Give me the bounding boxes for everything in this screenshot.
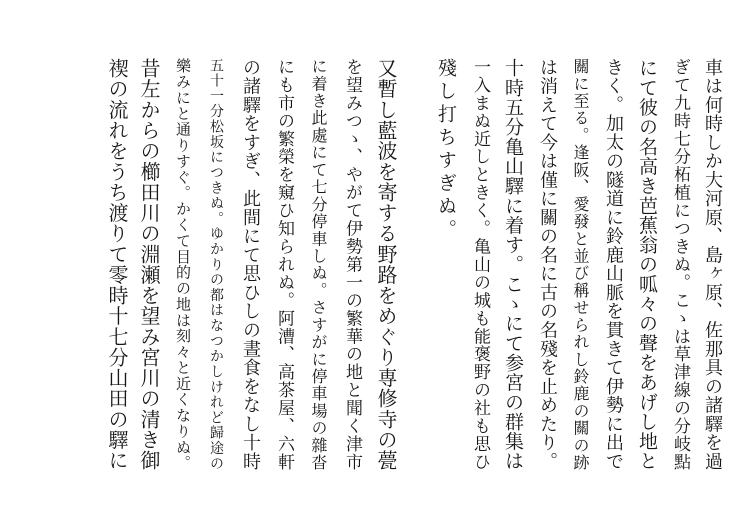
text-column: は消えて今は僅に關の名に古の名殘を止めたり。	[537, 58, 558, 470]
text-column: 樂みにと通りすぐ。かくて目的の地は刻々と近くなりぬ。	[174, 58, 192, 470]
text-column: ぎて九時七分柘植につきぬ。こゝは草津線の分岐點	[670, 58, 690, 470]
text-column: 昔左からの櫛田川の淵瀬を望み宮川の清き御	[137, 58, 161, 470]
text-column-closing: 殘し打ちすぎぬ。	[435, 58, 457, 242]
text-column: にて彼の名高き芭蕉翁の呱々の聲をあげし地と	[636, 58, 658, 470]
text-column: 又暫し藍波を寄する野路をめぐり専修寺の甍	[374, 58, 398, 470]
text-column: にも市の繁榮を窺ひ知られぬ。阿漕、高茶屋、六軒	[274, 58, 294, 470]
text-column: の諸驛をすぎ、此間にて思ひしの晝食をなし十時	[240, 58, 261, 470]
text-column: に着き此處にて七分停車しぬ。さすがに停車場の雜沓	[309, 58, 328, 470]
text-column: 車は何時しか大河原、島ヶ原、佐那具の諸驛を過	[702, 58, 723, 470]
text-column: きく。加太の隧道に鈴鹿山脈を貫きて伊勢に出で	[603, 58, 624, 470]
text-column: 十時五分亀山驛に着す。こゝにて参宮の群集は	[502, 58, 524, 470]
text-column: 五十一分松坂につきぬ。ゆかりの都はなつかしけれど歸途の	[208, 58, 224, 470]
text-column: 關に至る。逢阪、愛發と並び稱せられし鈴鹿の關の跡	[571, 58, 590, 470]
text-column: を望みつゝ、やがて伊勢第一の繁華の地と聞く津市	[342, 58, 362, 470]
text-column: 禊の流れをうち渡りて零時十七分山田の驛に	[105, 58, 129, 470]
text-column: 一入まぬ近しときく。亀山の城も能褒野の社も思ひ	[470, 58, 490, 470]
